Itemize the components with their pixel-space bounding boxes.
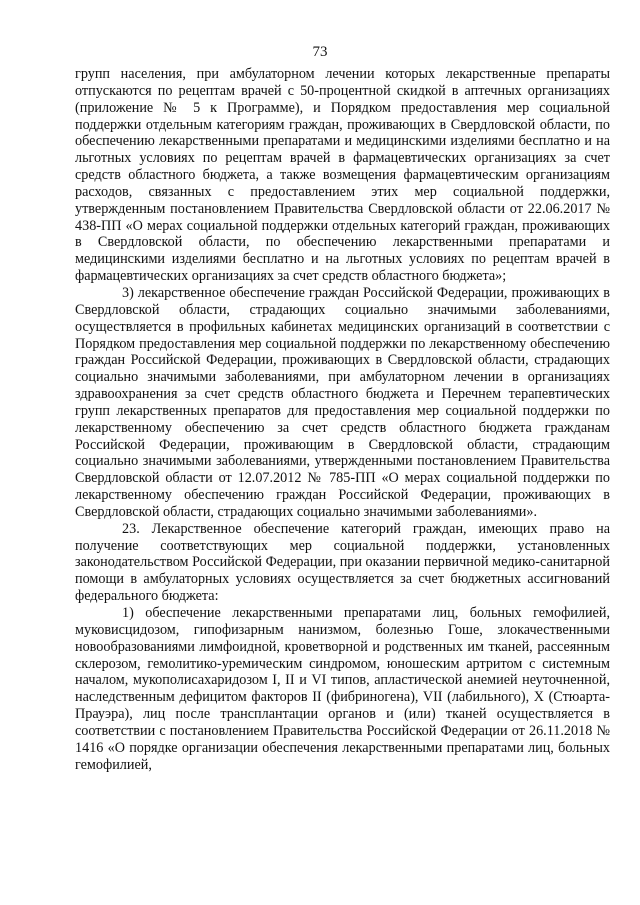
document-body (75, 66, 610, 773)
paragraph-continuation: групп населения, при амбулаторном лечении которых лекарственные препараты отпускаются по рецептам врачей с 50-процентной скидкой в аптечных организациях (приложение № 5 к Программе), и Порядком предоставления мер социальной поддержки отдельным категориям граждан, проживающих в Свердловской области, по обеспечению лекарственными препаратами и медицинскими изделиями бесплатно и на льготных условиях по рецептам врачей в фармацевтических организациях за счет средств областного бюджета, а также возмещения фармацевтическим организациям расходов, связанных с предоставлением этих мер социальной поддержки, утвержденным постановлением Правительства Свердловской области от 22.06.2017 № 438-ПП «О мерах социальной поддержки отдельных категорий граждан, проживающих в Свердловской области, по обеспечению лекарственными препаратами и медицинскими изделиями бесплатно и на льготных условиях по рецептам врачей в фармацевтических организациях за счет средств областного бюджета»; (75, 66, 610, 285)
page-number: 73 (312, 44, 328, 60)
paragraph-section-23: 23. Лекарственное обеспечение категорий граждан, имеющих право на получение соответствующих мер социальной поддержки, установленных законодательством Российской Федерации, при оказании первичной медико-санитарной помощи в амбулаторных условиях осуществляется за счет бюджетных ассигнований федерального бюджета: (75, 520, 610, 605)
paragraph-item-1: 1) обеспечение лекарственными препаратами лиц, больных гемофилией, муковисцидозом, гипофизарным нанизмом, болезнью Гоше, злокачественными новообразованиями лимфоидной, кроветворной и родственных им тканей, рассеянным склерозом, гемолитико-уремическим синдромом, юношеским артритом с системным началом, мукополисахаридозом I, II и VI типов, апластической анемией неуточненной, наследственным дефицитом факторов II (фибриногена), VII (лабильного), X (Стюарта-Прауэра), лиц после трансплантации органов и (или) тканей осуществляется в соответствии с постановлением Правительства Российской Федерации от 26.11.2018 № 1416 «О порядке организации обеспечения лекарственными препаратами лиц, больных гемофилией, (75, 605, 610, 773)
paragraph-item-3: 3) лекарственное обеспечение граждан Российской Федерации, проживающих в Свердловской области, страдающих социально значимыми заболеваниями, осуществляется в профильных кабинетах медицинских организаций в соответствии с Порядком предоставления мер социальной поддержки по лекарственному обеспечению граждан Российской Федерации, проживающих в Свердловской области, страдающих социально значимыми заболеваниями, при амбулаторном лечении в организациях здравоохранения за счет средств областного бюджета и Перечнем терапевтических групп лекарственных препаратов для предоставления мер социальной поддержки по лекарственному обеспечению за счет средств областного бюджета гражданам Российской Федерации, проживающим в Свердловской области, страдающим социально значимыми заболеваниями, утвержденными постановлением Правительства Свердловской области от 12.07.2012 № 785-ПП «О мерах социальной поддержки по лекарственному обеспечению граждан Российской Федерации, проживающих в Свердловской области, страдающих социально значимыми заболеваниями». (75, 284, 610, 520)
